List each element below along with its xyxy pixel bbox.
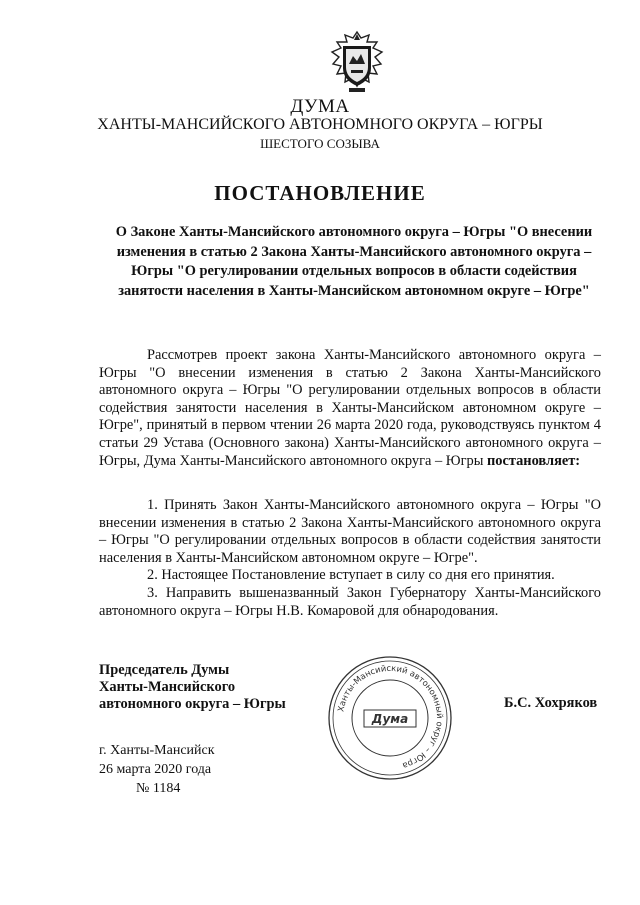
preamble-paragraph: [99, 347, 601, 470]
signer-position-line: Ханты-Мансийского: [99, 679, 236, 695]
document-date: 26 марта 2020 года: [99, 762, 212, 777]
coat-of-arms-icon: [327, 30, 387, 96]
official-stamp: [326, 654, 454, 782]
resolution-item-1: 1. Принять Закон Ханты-Мансийского автономного округа – Югры "О внесении изменения в статью 2 Закона Ханты-Мансийского автономного округа – Югры "О регулировании отдельных вопросов в области содействия занятости населения в Ханты-Мансийском автономном округе – Югре".: [99, 497, 601, 566]
stamp-center-text: Дума: [371, 712, 409, 726]
resolution-subject: О Законе Ханты-Мансийского автономного округа – Югры "О внесении изменения в статью 2 Закона Ханты-Мансийского автономного округа – Югры "О регулировании отдельных вопросов в области содействия занятости населения в Ханты-Мансийском автономном округе – Югре": [115, 224, 593, 299]
resolution-item-3: 3. Направить вышеназванный Закон Губернатору Ханты-Мансийского автономного округа – Югры Н.В. Комаровой для обнародования.: [99, 585, 601, 619]
preamble-verb: постановляет:: [486, 452, 581, 469]
document-title: ПОСТАНОВЛЕНИЕ: [214, 181, 426, 205]
document-place: г. Ханты-Мансийск: [99, 743, 215, 758]
document-number: № 1184: [136, 781, 181, 796]
convocation-title: ШЕСТОГО СОЗЫВА: [260, 136, 380, 151]
stamp-ring-text: Ханты-Мансийский автономный округ – Югра: [335, 662, 446, 772]
resolution-item-2: 2. Настоящее Постановление вступает в силу со дня его принятия.: [147, 567, 555, 583]
okrug-title: ХАНТЫ-МАНСИЙСКОГО АВТОНОМНОГО ОКРУГА – ЮГРЫ: [97, 116, 543, 133]
signer-name: Б.С. Хохряков: [504, 695, 598, 711]
signer-position-line: автономного округа – Югры: [99, 696, 286, 712]
preamble-text: Рассмотрев проект закона Ханты-Мансийского автономного округа – Югры "О внесении изменения в статью 2 Закона Ханты-Мансийского автономного округа – Югры "О регулировании отдельных вопросов в области содействия занятости населения в Ханты-Мансийском автономном округе – Югре", принятый в первом чтении 26 марта 2020 года, руководствуясь пунктом 4 статьи 29 Устава (Основного закона) Ханты-Мансийского автономного округа – Югры, Дума Ханты-Мансийского автономного округа – Югры: [99, 347, 601, 469]
signer-position-line: Председатель Думы: [99, 662, 230, 678]
signer-position: [99, 662, 286, 713]
duma-title: ДУМА: [290, 96, 350, 117]
